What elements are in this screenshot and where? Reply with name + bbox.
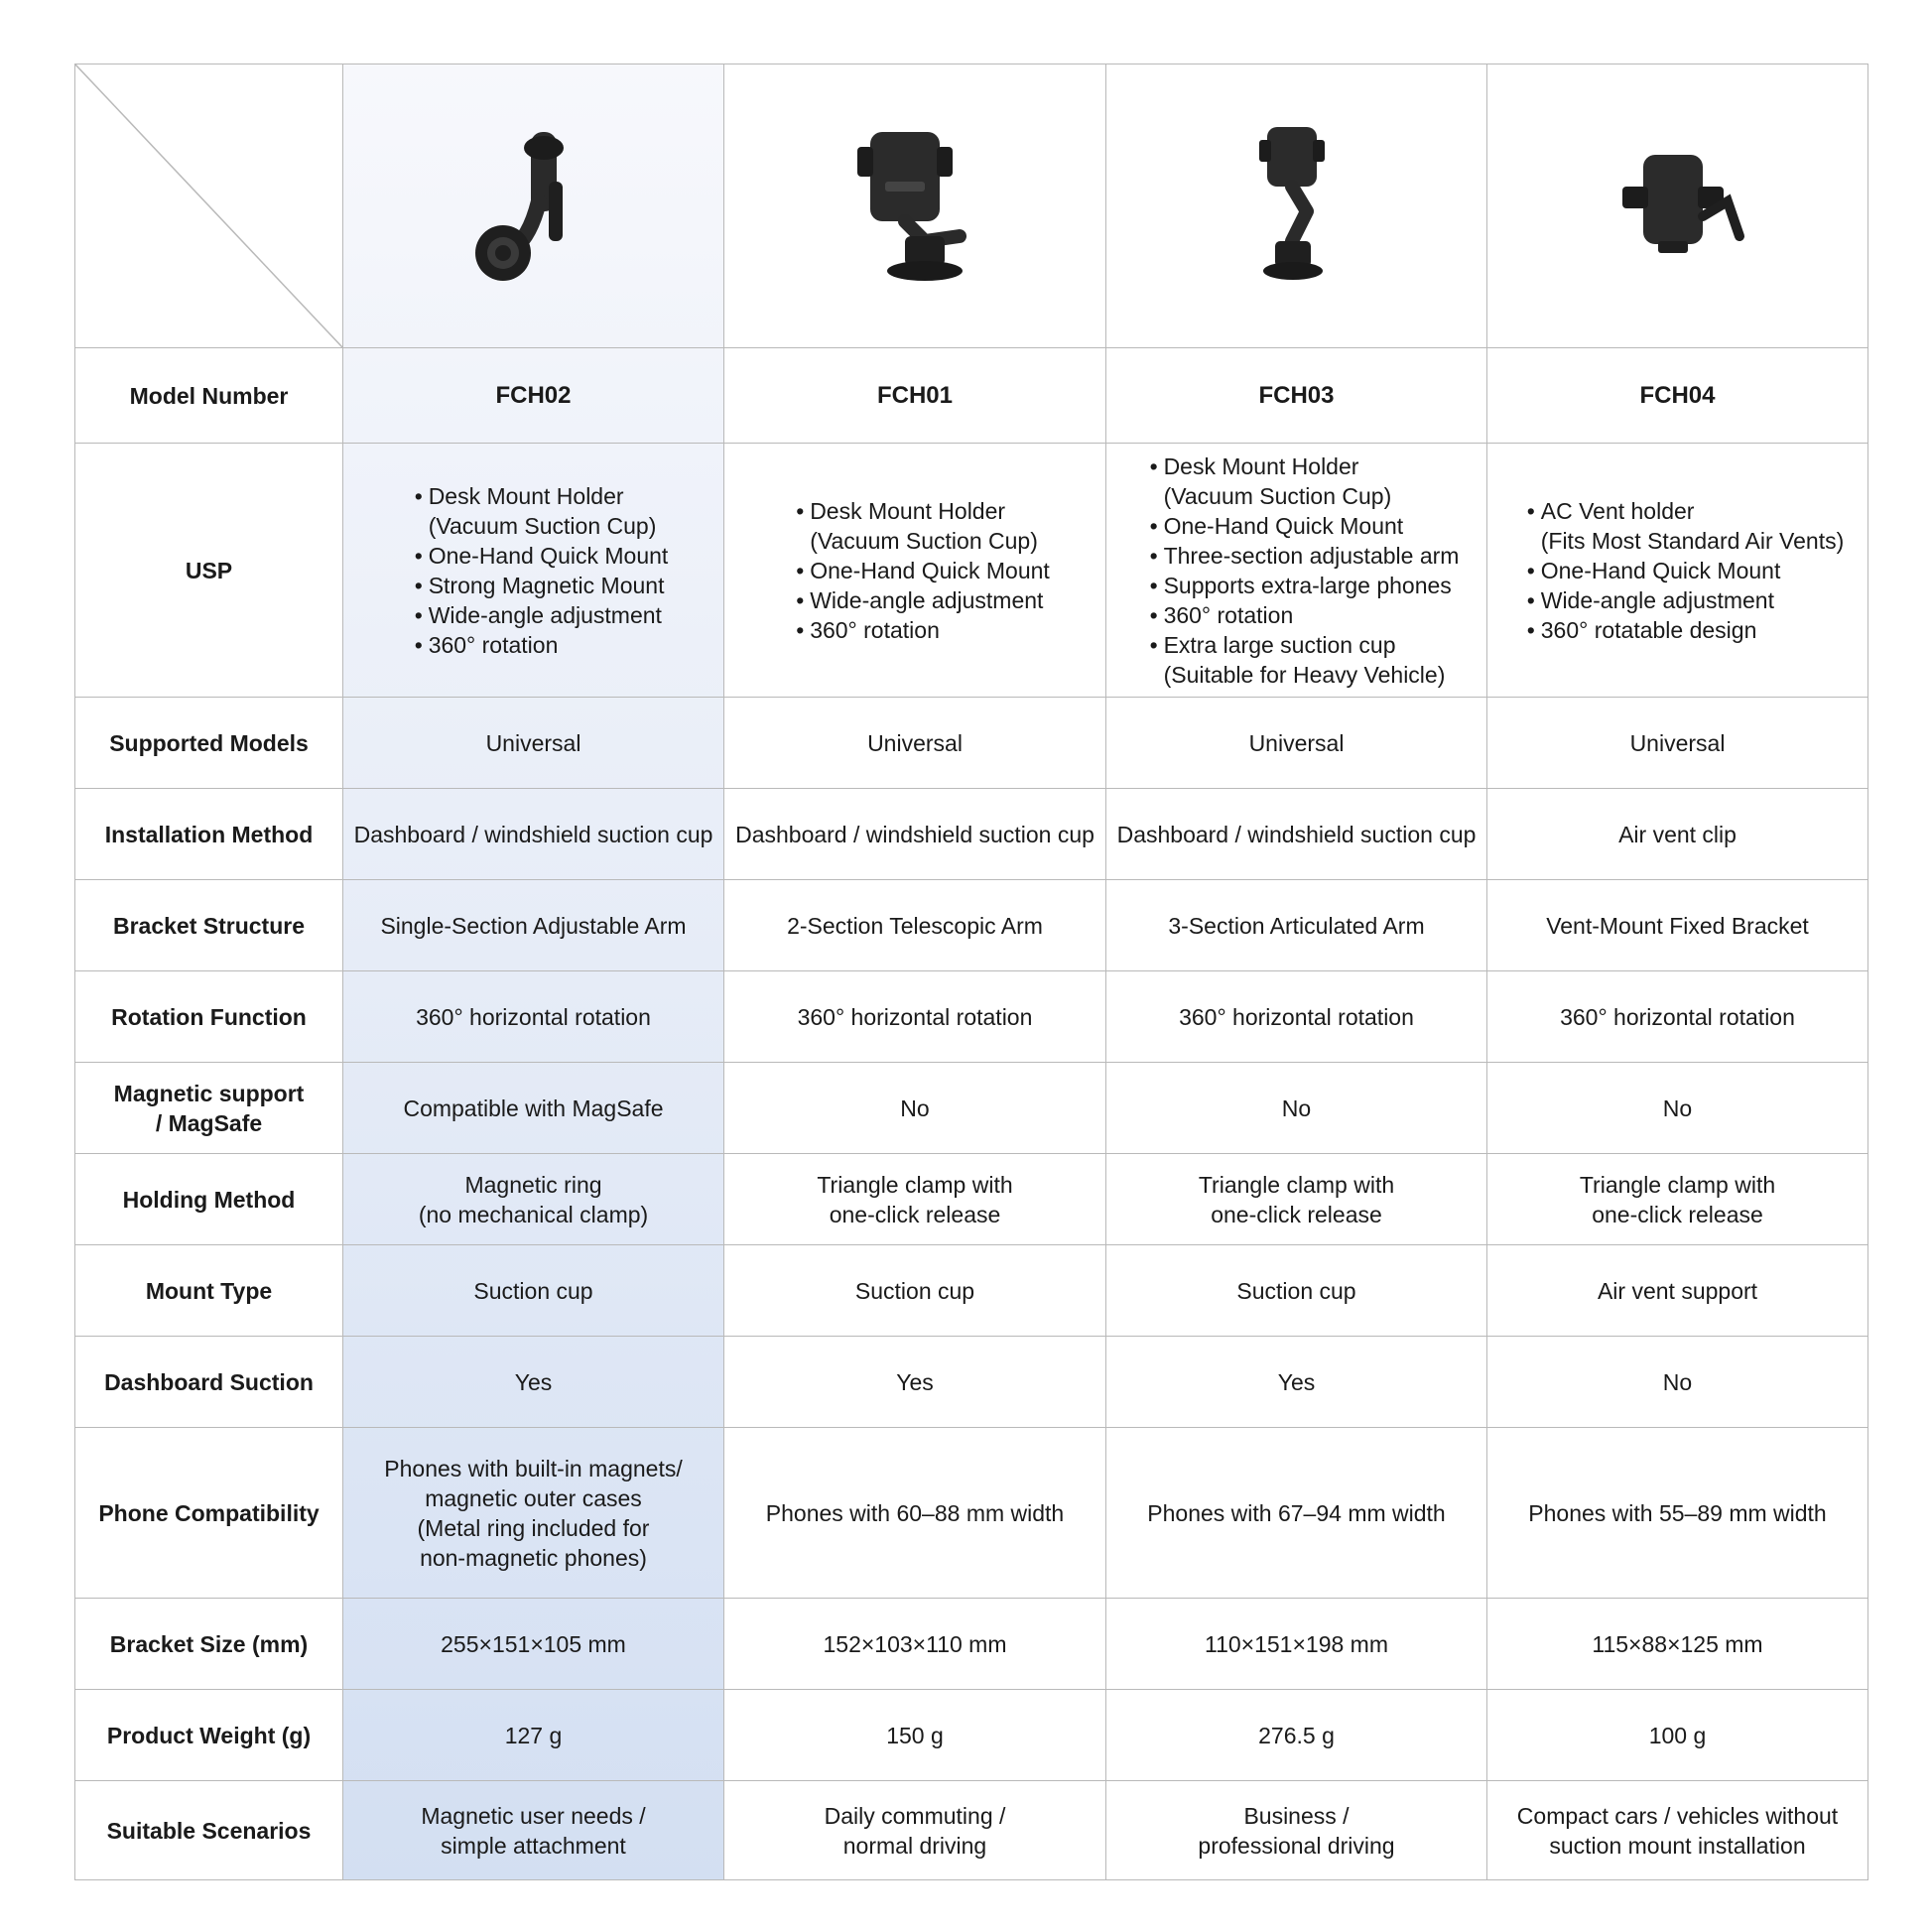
holding-value-fch03: Triangle clamp with one-click release (1106, 1154, 1487, 1245)
product-image-cell-fch02 (343, 64, 724, 348)
label-model-number: Model Number (75, 348, 343, 444)
label-supported: Supported Models (75, 698, 343, 789)
usp-item: • Desk Mount Holder (Vacuum Suction Cup) (415, 481, 669, 541)
label-usp: USP (75, 444, 343, 698)
usp-item: • 360° rotation (1150, 600, 1460, 630)
product-image-cell-fch03 (1106, 64, 1487, 348)
mount-value-fch01: Suction cup (724, 1245, 1106, 1337)
corner-cell (75, 64, 343, 348)
magnetic-value-fch04: No (1487, 1063, 1868, 1154)
magnetic-ring-mount-icon (469, 122, 598, 291)
usp-item: • One-Hand Quick Mount (1150, 511, 1460, 541)
size-value-fch01: 152×103×110 mm (724, 1599, 1106, 1690)
label-holding: Holding Method (75, 1154, 343, 1245)
row-product-weight (75, 1690, 1868, 1781)
holding-value-fch04: Triangle clamp with one-click release (1487, 1154, 1868, 1245)
supported-value-fch01: Universal (724, 698, 1106, 789)
dashboard-value-fch03: Yes (1106, 1337, 1487, 1428)
bracket-value-fch04: Vent-Mount Fixed Bracket (1487, 880, 1868, 971)
row-rotation-function (75, 971, 1868, 1063)
weight-value-fch04: 100 g (1487, 1690, 1868, 1781)
row-mount-type (75, 1245, 1868, 1337)
label-bracket: Bracket Structure (75, 880, 343, 971)
usp-list (399, 481, 669, 660)
row-magnetic-support (75, 1063, 1868, 1154)
usp-item: • One-Hand Quick Mount (796, 556, 1050, 585)
size-value-fch03: 110×151×198 mm (1106, 1599, 1487, 1690)
holding-value-fch01: Triangle clamp with one-click release (724, 1154, 1106, 1245)
usp-fch04 (1487, 444, 1868, 698)
usp-item: • 360° rotatable design (1527, 615, 1845, 645)
label-size: Bracket Size (mm) (75, 1599, 343, 1690)
weight-value-fch01: 150 g (724, 1690, 1106, 1781)
bracket-value-fch01: 2-Section Telescopic Arm (724, 880, 1106, 971)
diagonal-divider-icon (75, 64, 343, 348)
bracket-value-fch03: 3-Section Articulated Arm (1106, 880, 1487, 971)
holding-value-fch02: Magnetic ring (no mechanical clamp) (343, 1154, 724, 1245)
row-holding-method (75, 1154, 1868, 1245)
dashboard-value-fch04: No (1487, 1337, 1868, 1428)
weight-value-fch02: 127 g (343, 1690, 724, 1781)
product-image-cell-fch04 (1487, 64, 1868, 348)
row-bracket-structure (75, 880, 1868, 971)
magnetic-value-fch02: Compatible with MagSafe (343, 1063, 724, 1154)
vent-clip-mount-icon (1609, 147, 1747, 266)
rotation-value-fch04: 360° horizontal rotation (1487, 971, 1868, 1063)
usp-item: • Desk Mount Holder (Vacuum Suction Cup) (1150, 451, 1460, 511)
mount-value-fch03: Suction cup (1106, 1245, 1487, 1337)
installation-value-fch03: Dashboard / windshield suction cup (1106, 789, 1487, 880)
label-magnetic: Magnetic support / MagSafe (75, 1063, 343, 1154)
row-dashboard-suction (75, 1337, 1868, 1428)
usp-item: • Extra large suction cup (Suitable for Heavy Vehicle) (1150, 630, 1460, 690)
model-fch01: FCH01 (724, 348, 1106, 444)
magnetic-value-fch01: No (724, 1063, 1106, 1154)
usp-item: • Wide-angle adjustment (796, 585, 1050, 615)
label-rotation: Rotation Function (75, 971, 343, 1063)
dashboard-value-fch02: Yes (343, 1337, 724, 1428)
usp-item: • Wide-angle adjustment (415, 600, 669, 630)
product-image-cell-fch01 (724, 64, 1106, 348)
label-dashboard: Dashboard Suction (75, 1337, 343, 1428)
usp-list (1511, 496, 1845, 645)
scenarios-value-fch01: Daily commuting / normal driving (724, 1781, 1106, 1880)
compat-value-fch04: Phones with 55–89 mm width (1487, 1428, 1868, 1599)
dashboard-value-fch01: Yes (724, 1337, 1106, 1428)
usp-item: • Desk Mount Holder (Vacuum Suction Cup) (796, 496, 1050, 556)
usp-item: • Supports extra-large phones (1150, 571, 1460, 600)
usp-item: • 360° rotation (415, 630, 669, 660)
rotation-value-fch03: 360° horizontal rotation (1106, 971, 1487, 1063)
installation-value-fch01: Dashboard / windshield suction cup (724, 789, 1106, 880)
model-fch03: FCH03 (1106, 348, 1487, 444)
installation-value-fch02: Dashboard / windshield suction cup (343, 789, 724, 880)
label-weight: Product Weight (g) (75, 1690, 343, 1781)
usp-item: • 360° rotation (796, 615, 1050, 645)
usp-list (1134, 451, 1460, 690)
supported-value-fch04: Universal (1487, 698, 1868, 789)
weight-value-fch03: 276.5 g (1106, 1690, 1487, 1781)
usp-item: • Three-section adjustable arm (1150, 541, 1460, 571)
supported-value-fch03: Universal (1106, 698, 1487, 789)
mount-value-fch04: Air vent support (1487, 1245, 1868, 1337)
usp-fch03 (1106, 444, 1487, 698)
usp-item: • AC Vent holder (Fits Most Standard Air Vents) (1527, 496, 1845, 556)
scenarios-value-fch03: Business / professional driving (1106, 1781, 1487, 1880)
row-suitable-scenarios (75, 1781, 1868, 1880)
compat-value-fch03: Phones with 67–94 mm width (1106, 1428, 1487, 1599)
articulated-arm-mount-icon (1237, 122, 1356, 291)
telescopic-clamp-mount-icon (845, 122, 984, 291)
bracket-value-fch02: Single-Section Adjustable Arm (343, 880, 724, 971)
rotation-value-fch02: 360° horizontal rotation (343, 971, 724, 1063)
scenarios-value-fch02: Magnetic user needs / simple attachment (343, 1781, 724, 1880)
model-fch02: FCH02 (343, 348, 724, 444)
row-supported-models (75, 698, 1868, 789)
usp-list (780, 496, 1050, 645)
label-installation: Installation Method (75, 789, 343, 880)
rotation-value-fch01: 360° horizontal rotation (724, 971, 1106, 1063)
label-scenarios: Suitable Scenarios (75, 1781, 343, 1880)
label-compat: Phone Compatibility (75, 1428, 343, 1599)
compat-value-fch02: Phones with built-in magnets/ magnetic outer cases (Metal ring included for non-magnetic phones) (343, 1428, 724, 1599)
supported-value-fch02: Universal (343, 698, 724, 789)
mount-value-fch02: Suction cup (343, 1245, 724, 1337)
usp-fch02 (343, 444, 724, 698)
row-model-number (75, 348, 1868, 444)
usp-item: • Strong Magnetic Mount (415, 571, 669, 600)
product-comparison-table (74, 64, 1868, 1880)
row-bracket-size (75, 1599, 1868, 1690)
usp-fch01 (724, 444, 1106, 698)
row-phone-compatibility (75, 1428, 1868, 1599)
comparison-table-wrapper (74, 64, 1867, 1880)
usp-item: • Wide-angle adjustment (1527, 585, 1845, 615)
installation-value-fch04: Air vent clip (1487, 789, 1868, 880)
usp-item: • One-Hand Quick Mount (1527, 556, 1845, 585)
image-row (75, 64, 1868, 348)
scenarios-value-fch04: Compact cars / vehicles without suction mount installation (1487, 1781, 1868, 1880)
row-installation-method (75, 789, 1868, 880)
compat-value-fch01: Phones with 60–88 mm width (724, 1428, 1106, 1599)
model-fch04: FCH04 (1487, 348, 1868, 444)
magnetic-value-fch03: No (1106, 1063, 1487, 1154)
label-mount: Mount Type (75, 1245, 343, 1337)
row-usp (75, 444, 1868, 698)
size-value-fch02: 255×151×105 mm (343, 1599, 724, 1690)
size-value-fch04: 115×88×125 mm (1487, 1599, 1868, 1690)
usp-item: • One-Hand Quick Mount (415, 541, 669, 571)
